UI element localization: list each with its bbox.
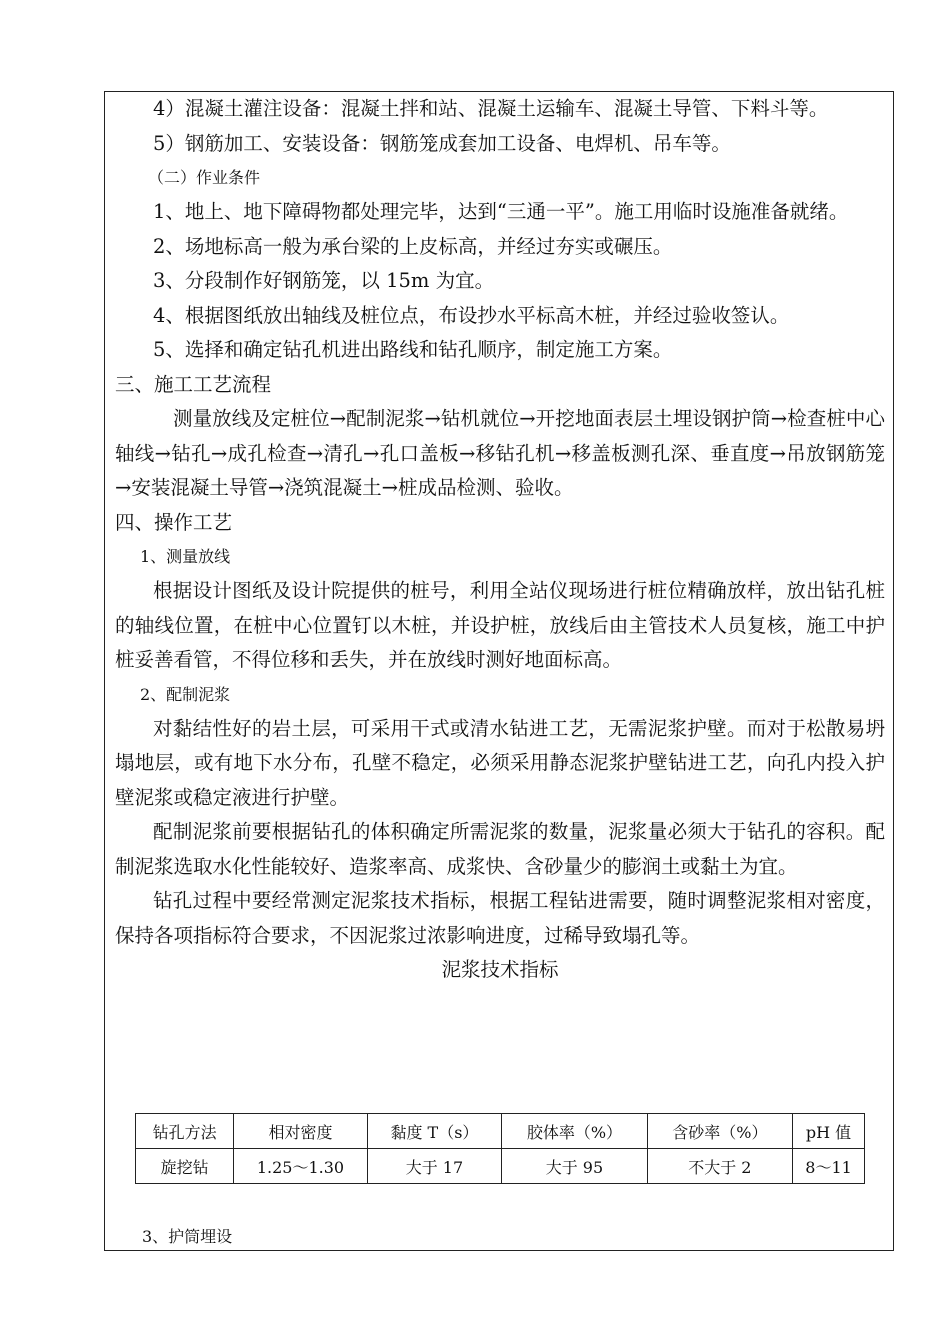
section-heading-process-flow: 三、施工工艺流程 [115, 372, 272, 396]
table-header-cell: 含砂率（%） [647, 1114, 792, 1149]
mud-body-2: 配制泥浆前要根据钻孔的体积确定所需泥浆的数量，泥浆量必须大于钻孔的容积。配制泥浆选取水化性能较好、造浆率高、成浆快、含砂量少的膨润土或黏土为宜。 [115, 820, 885, 878]
table-header-cell: pH 值 [793, 1114, 865, 1149]
table-cell: 旋挖钻 [136, 1149, 234, 1184]
table-header-cell: 钻孔方法 [136, 1114, 234, 1149]
subheading-mud: 2、配制泥浆 [140, 684, 231, 704]
mud-body-3: 钻孔过程中要经常测定泥浆技术指标，根据工程钻进需要，随时调整泥浆相对密度，保持各项指标符合要求，不因泥浆过浓影响进度，过稀导致塌孔等。 [115, 889, 885, 947]
table-cell: 8～11 [793, 1149, 865, 1184]
condition-4: 4、根据图纸放出轴线及桩位点，布设抄水平标高木桩，并经过验收签认。 [153, 303, 790, 327]
process-flow-text: 测量放线及定桩位→配制泥浆→钻机就位→开挖地面表层土埋设钢护筒→检查桩中心轴线→钻孔→成孔检查→清孔→孔口盖板→移钻孔机→移盖板测孔深、垂直度→吊放钢筋笼→安装混凝土导管→浇筑混凝土→桩成品检测、验收。 [115, 407, 885, 499]
condition-2: 2、场地标高一般为承台梁的上皮标高，并经过夯实或碾压。 [153, 234, 673, 258]
table-header-cell: 黏度 T（s） [367, 1114, 502, 1149]
table-cell: 大于 95 [502, 1149, 647, 1184]
table-cell: 不大于 2 [647, 1149, 792, 1184]
mud-index-table [135, 1113, 865, 1184]
table-row [136, 1149, 865, 1184]
paragraph-equipment-rebar: 5）钢筋加工、安装设备：钢筋笼成套加工设备、电焊机、吊车等。 [153, 131, 731, 155]
condition-1: 1、地上、地下障碍物都处理完毕，达到“三通一平”。施工用临时设施准备就绪。 [153, 200, 849, 223]
document-content [115, 92, 885, 987]
condition-3: 3、分段制作好钢筋笼，以 15m 为宜。 [153, 269, 495, 292]
document-frame [104, 91, 894, 1251]
table-header-cell: 相对密度 [234, 1114, 367, 1149]
table-cell: 1.25～1.30 [234, 1149, 367, 1184]
table-caption: 泥浆技术指标 [441, 958, 559, 981]
section-heading-operations: 四、操作工艺 [115, 510, 233, 534]
table-cell: 大于 17 [367, 1149, 502, 1184]
condition-5: 5、选择和确定钻孔机进出路线和钻孔顺序，制定施工方案。 [153, 338, 673, 361]
subheading-casing: 3、护筒埋设 [142, 1227, 233, 1246]
paragraph-equipment-concrete: 4）混凝土灌注设备：混凝土拌和站、混凝土运输车、混凝土导管、下料斗等。 [153, 97, 829, 120]
mud-body-1: 对黏结性好的岩土层，可采用干式或清水钻进工艺，无需泥浆护壁。而对于松散易坍塌地层，或有地下水分布，孔壁不稳定，必须采用静态泥浆护壁钻进工艺，向孔内投入护壁泥浆或稳定液进行护壁。 [115, 716, 885, 809]
survey-body: 根据设计图纸及设计院提供的桩号，利用全站仪现场进行桩位精确放样，放出钻孔桩的轴线位置，在桩中心位置钉以木桩，并设护桩，放线后由主管技术人员复核，施工中护桩妥善看管，不得位移和丢失，并在放线时测好地面标高。 [115, 579, 885, 671]
table-header-row [136, 1114, 865, 1149]
subheading-survey: 1、测量放线 [140, 547, 231, 566]
table-header-cell: 胶体率（%） [502, 1114, 647, 1149]
subheading-work-conditions: （二）作业条件 [148, 168, 261, 187]
